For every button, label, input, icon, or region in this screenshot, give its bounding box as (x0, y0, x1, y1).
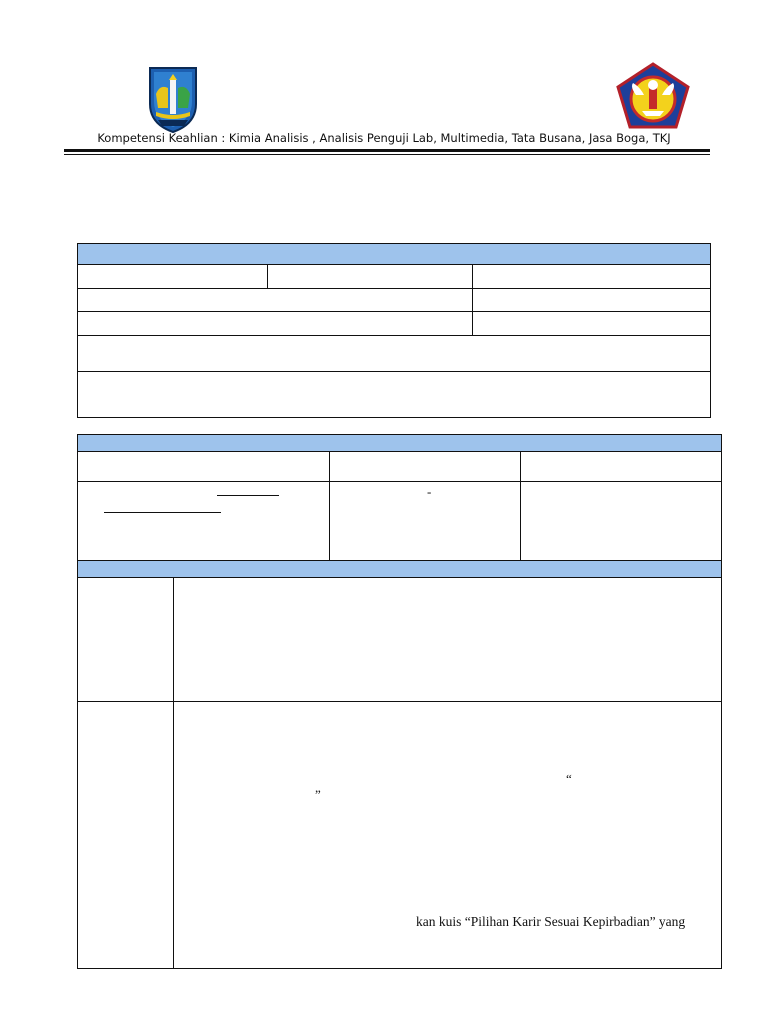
activity-col-divider (520, 451, 521, 560)
province-crest-logo (146, 64, 200, 134)
activity-section-bar (77, 560, 722, 578)
identity-col-divider (472, 264, 473, 335)
identity-row-divider (77, 288, 711, 289)
school-logo (616, 61, 691, 131)
quiz-text-line: kan kuis “Pilihan Karir Sesuai Kepirbadian” yang (416, 914, 686, 929)
competency-line: Kompetensi Keahlian : Kimia Analisis , Analisis Penguji Lab, Multimedia, Tata Busana, Jasa Boga, TKJ (97, 131, 671, 145)
dash-mark: - (427, 484, 432, 499)
identity-row-divider (77, 371, 711, 372)
activity-row-divider (77, 481, 722, 482)
open-quote-mark: “ (566, 771, 572, 786)
identity-row-divider (77, 335, 711, 336)
activity-left-col-divider (173, 578, 174, 969)
identity-col-divider (267, 264, 268, 288)
close-quote-mark: ” (315, 787, 321, 802)
identity-table-header-bar (77, 243, 711, 265)
blank-underline (217, 495, 279, 496)
activity-table-header-bar (77, 434, 722, 452)
blank-underline (104, 512, 221, 513)
activity-col-divider (329, 451, 330, 560)
header-rule-thin (64, 154, 710, 155)
header-rule-thick (64, 149, 710, 152)
activity-row-divider (77, 701, 722, 702)
identity-row-divider (77, 311, 711, 312)
